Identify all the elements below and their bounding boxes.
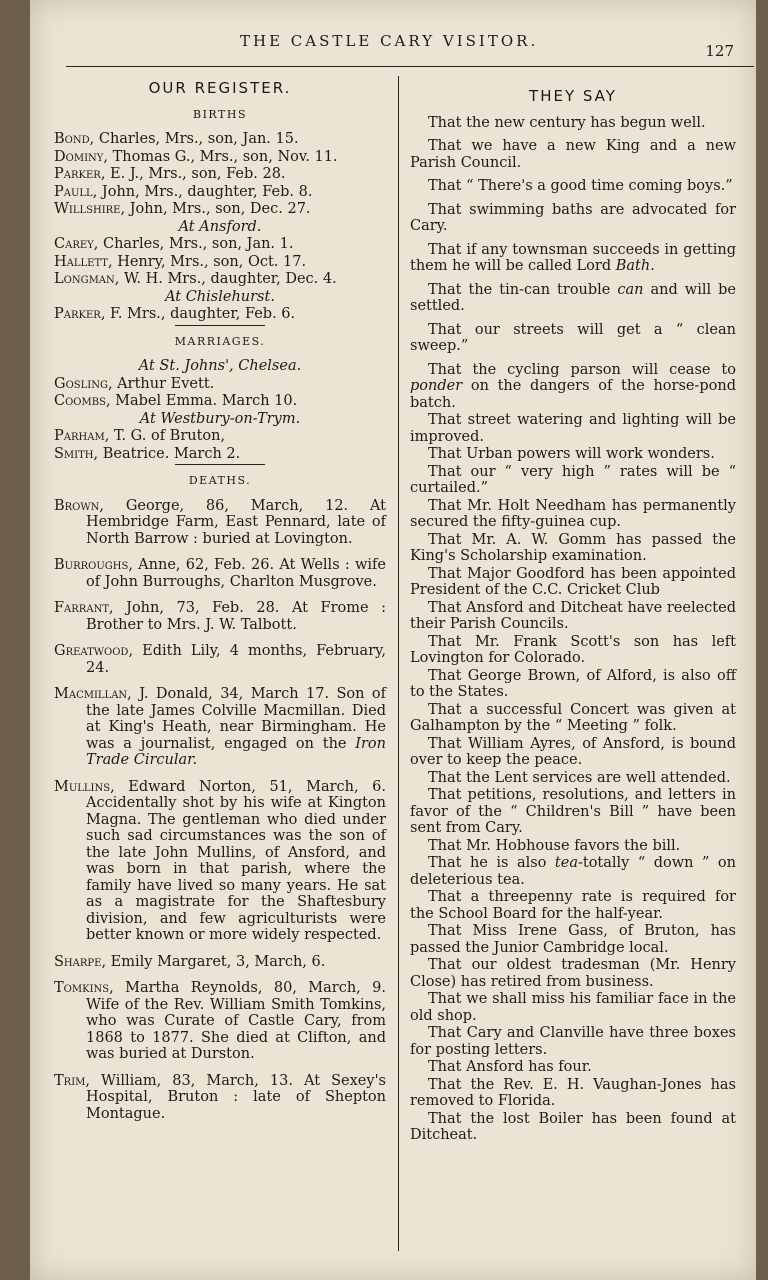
- item-text: That we have a new King and a new Parish Council.: [410, 138, 736, 171]
- item-text: That a threepenny rate is required for the School Board for the half-year.: [410, 889, 736, 922]
- item-text: That petitions, resolutions, and letters in favor of the “ Children's Bill ” have been sent from Cary.: [410, 787, 736, 836]
- they-say-item: [410, 282, 736, 315]
- surname: Smith: [54, 445, 94, 462]
- entry-text: , J. Donald, 34, March 17. Son of the late James Colville Macmillan. Died at King's Heath, near Birmingham. He was a journalist, engaged on the: [86, 686, 386, 752]
- entry-text: , Martha Reynolds, 80, March, 9. Wife of the Rev. William Smith Tomkins, who was Curate of Castle Cary, from 1868 to 1877. She died at Clifton, and was buried at Durston.: [86, 980, 386, 1062]
- item-text: That Mr. Frank Scott's son has left Lovington for Colorado.: [410, 633, 736, 666]
- place-line: At Ansford.: [178, 218, 262, 235]
- they-say-title: THEY SAY: [529, 87, 617, 105]
- entry-text: , E. J., Mrs., son, Feb. 28.: [100, 166, 286, 182]
- marriages-heading: MARRIAGES.: [174, 334, 266, 348]
- marriages-list: [54, 358, 386, 462]
- they-say-item: [410, 770, 736, 787]
- death-entry: [54, 954, 386, 971]
- births-heading: BIRTHS: [193, 107, 247, 121]
- item-text: That our oldest tradesman (Mr. Henry Close) has retired from business.: [410, 957, 736, 990]
- entry-text: , Emily Margaret, 3, March, 6.: [101, 953, 326, 970]
- surname: Tomkins: [54, 980, 110, 996]
- surname: Parker: [54, 166, 101, 182]
- they-say-item: [410, 138, 736, 171]
- surname: Mullins: [54, 778, 111, 795]
- item-text: That our “ very high ” rates will be “ curtailed.”: [410, 463, 736, 496]
- surname: Coombs: [54, 393, 106, 409]
- death-entry: [54, 557, 386, 590]
- register-title: OUR REGISTER.: [148, 79, 292, 97]
- surname: Brown: [54, 497, 100, 514]
- entry-text: , F. Mrs., daughter, Feb. 6.: [100, 306, 296, 322]
- surname: Sharpe: [54, 953, 102, 970]
- deaths-heading: DEATHS.: [188, 474, 252, 487]
- they-say-item: [410, 600, 736, 633]
- entry-text: , Charles, Mrs., son, Jan. 15.: [89, 131, 299, 147]
- item-text: That the Lent services are well attended.: [428, 769, 731, 786]
- entry-italic: Iron Trade Circular.: [86, 735, 386, 768]
- death-entry: [54, 498, 386, 548]
- item-text: That Ansford has four.: [428, 1059, 592, 1075]
- they-say-item: [410, 242, 736, 275]
- item-text: That the tin-can trouble: [428, 281, 618, 298]
- they-say-item: [410, 532, 736, 565]
- they-say-item: [410, 115, 736, 132]
- they-say-item: [410, 923, 736, 956]
- item-italic: can: [617, 281, 644, 298]
- they-say-item: [410, 1111, 736, 1144]
- they-say-item: [410, 446, 736, 463]
- marriage-entry: [54, 428, 386, 445]
- they-say-item: [410, 202, 736, 235]
- entry-text: , John, Mrs., daughter, Feb. 8.: [92, 183, 313, 200]
- marriage-entry: [54, 393, 386, 410]
- they-say-item: [410, 855, 736, 888]
- they-say-item: [410, 412, 736, 445]
- death-entry: [54, 1073, 386, 1123]
- they-say-column: [410, 86, 736, 1145]
- entry-text: , W. H. Mrs., daughter, Dec. 4.: [114, 271, 337, 287]
- item-text: That he is also: [428, 855, 555, 871]
- item-text: That if any townsman succeeds in getting them he will be called Lord: [410, 241, 736, 274]
- they-say-item: [410, 787, 736, 837]
- they-say-item: [410, 566, 736, 599]
- item-text: That Ansford and Ditcheat have reelected their Parish Councils.: [410, 599, 736, 632]
- item-text: That Mr. Holt Needham has permanently secured the fifty-guinea cup.: [410, 497, 736, 530]
- item-italic: tea: [554, 855, 578, 871]
- deaths-list: [54, 498, 386, 1123]
- surname: Parham: [54, 428, 105, 444]
- section-rule: [175, 325, 265, 326]
- item-text: That the Rev. E. H. Vaughan-Jones has removed to Florida.: [410, 1076, 736, 1109]
- entry-text: , George, 86, March, 12. At Hembridge Farm, East Pennard, late of North Barrow : buried at Lovington.: [86, 497, 386, 547]
- item-text: That “ There's a good time coming boys.”: [428, 178, 733, 194]
- entry-text: , William, 83, March, 13. At Sexey's Hospital, Bruton : late of Shepton Montague.: [85, 1072, 386, 1122]
- item-italic: ponder: [410, 378, 463, 394]
- entry-text: , Anne, 62, Feb. 26. At Wells : wife of John Burroughs, Charlton Musgrove.: [86, 557, 386, 590]
- surname: Longman: [54, 271, 115, 287]
- entry-text: , Beatrice. March 2.: [93, 445, 241, 462]
- death-entry: [54, 686, 386, 769]
- item-text: That we shall miss his familiar face in the old shop.: [410, 991, 736, 1024]
- surname: Trim: [54, 1072, 86, 1089]
- they-say-item: [410, 322, 736, 355]
- surname: Dominy: [54, 148, 104, 165]
- register-column: [54, 78, 386, 1132]
- death-entry: [54, 600, 386, 633]
- they-say-item: [410, 957, 736, 990]
- surname: Macmillan: [54, 686, 128, 702]
- they-say-item: [410, 1077, 736, 1110]
- death-entry: [54, 980, 386, 1063]
- surname: Gosling: [54, 375, 108, 392]
- they-say-item: [410, 736, 736, 769]
- place-line: At St. Johns', Chelsea.: [138, 358, 302, 374]
- birth-entry: [54, 131, 386, 148]
- entry-text: , Edith Lily, 4 months, February, 24.: [86, 643, 386, 676]
- birth-entry: [54, 271, 386, 288]
- entry-text: , John, 73, Feb. 28. At Frome : Brother to Mrs. J. W. Talbott.: [86, 600, 386, 633]
- item-text: That Mr. A. W. Gomm has passed the King's Scholarship examination.: [410, 531, 736, 564]
- item-text: That Cary and Clanville have three boxes for posting letters.: [410, 1025, 736, 1058]
- surname: Burroughs: [54, 557, 129, 573]
- they-say-item: [410, 634, 736, 667]
- they-say-item: [410, 838, 736, 855]
- marriage-entry: [54, 446, 386, 463]
- entry-text: , Henry, Mrs., son, Oct. 17.: [107, 253, 307, 270]
- entry-text: , T. G. of Bruton,: [104, 428, 226, 444]
- item-italic: Bath.: [615, 258, 655, 274]
- surname: Greatwood: [54, 643, 129, 659]
- they-say-item: [410, 668, 736, 701]
- running-title: THE CASTLE CARY VISITOR.: [240, 32, 539, 50]
- item-text: That Miss Irene Gass, of Bruton, has passed the Junior Cambridge local.: [410, 923, 736, 956]
- item-text: That our streets will get a “ clean sweep.”: [410, 321, 736, 354]
- entry-text: , John, Mrs., son, Dec. 27.: [120, 201, 311, 217]
- item-text-rest: and will be settled.: [410, 281, 736, 314]
- place-line: At Westbury-on-Trym.: [139, 410, 301, 427]
- birth-entry: [54, 236, 386, 253]
- item-text: That William Ayres, of Ansford, is bound over to keep the peace.: [410, 735, 736, 768]
- entry-text: , Edward Norton, 51, March, 6. Accidentally shot by his wife at Kington Magna. The gentleman who died under such sad circumstances was the son of the late John Mullins, of Ansford, and was born in that parish, where the family have lived so many years. He sat as a magistrate for the Shaftesbury division, and few agriculturists were better known or more widely respected.: [86, 778, 386, 943]
- birth-entry: [54, 184, 386, 201]
- place-line: At Chislehurst.: [165, 288, 275, 305]
- item-text: That street watering and lighting will be improved.: [410, 412, 736, 445]
- surname: Parker: [54, 306, 101, 322]
- they-say-item: [410, 362, 736, 412]
- item-text: That a successful Concert was given at Galhampton by the “ Meeting ” folk.: [410, 701, 736, 734]
- page-header: [30, 30, 756, 60]
- they-say-item: [410, 1025, 736, 1058]
- death-entry: [54, 643, 386, 676]
- column-divider: [398, 76, 399, 1251]
- birth-entry: [54, 149, 386, 166]
- entry-text: , Arthur Evett.: [107, 375, 215, 392]
- they-say-item: [410, 702, 736, 735]
- they-say-item: [410, 498, 736, 531]
- they-say-item: [410, 991, 736, 1024]
- births-list: [54, 131, 386, 323]
- magazine-page: [30, 0, 756, 1280]
- birth-entry: [54, 306, 386, 323]
- surname: Willshire: [54, 201, 121, 217]
- entry-text: , Thomas G., Mrs., son, Nov. 11.: [103, 148, 338, 165]
- item-text: That Mr. Hobhouse favors the bill.: [428, 837, 681, 854]
- they-say-item: [410, 1059, 736, 1076]
- section-rule: [175, 464, 265, 465]
- birth-entry: [54, 201, 386, 218]
- birth-entry: [54, 166, 386, 183]
- surname: Farrant: [54, 600, 109, 616]
- header-rule: [66, 66, 754, 67]
- item-text: That the cycling parson will cease to: [428, 361, 736, 378]
- birth-entry: [54, 254, 386, 271]
- marriage-entry: [54, 376, 386, 393]
- item-text: That swimming baths are advocated for Cary.: [410, 201, 736, 234]
- item-text: That George Brown, of Alford, is also off to the States.: [410, 667, 736, 700]
- entry-text: , Charles, Mrs., son, Jan. 1.: [93, 236, 294, 252]
- they-say-list: [410, 115, 736, 1144]
- item-text: That the new century has begun well.: [428, 114, 706, 131]
- surname: Hallett: [54, 253, 108, 270]
- surname: Bond: [54, 131, 90, 147]
- item-text: That Major Goodford has been appointed President of the C.C. Cricket Club: [410, 565, 736, 598]
- entry-text: , Mabel Emma. March 10.: [105, 393, 298, 409]
- surname: Paull: [54, 183, 93, 200]
- they-say-item: [410, 889, 736, 922]
- death-entry: [54, 779, 386, 944]
- surname: Carey: [54, 236, 94, 252]
- item-text-rest: on the dangers of the horse-pond batch.: [410, 378, 736, 411]
- page-number: 127: [705, 42, 734, 60]
- they-say-item: [410, 464, 736, 497]
- they-say-item: [410, 178, 736, 195]
- item-text: That Urban powers will work wonders.: [428, 446, 715, 462]
- item-text: That the lost Boiler has been found at Ditcheat.: [410, 1110, 736, 1143]
- item-text-rest: -totally “ down ” on deleterious tea.: [410, 855, 736, 888]
